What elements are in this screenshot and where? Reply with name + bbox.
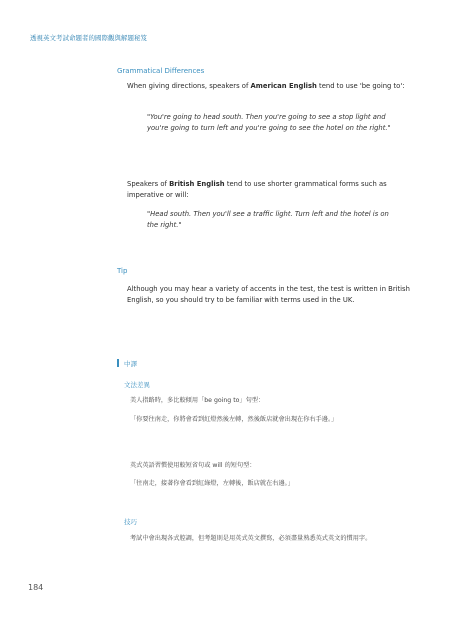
chinese-subheading: 文法差異 bbox=[124, 381, 150, 389]
british-english-term: British English bbox=[169, 180, 225, 188]
chinese-paragraph-2: 英式英語習慣使用較短省句或 will 的短句型： bbox=[130, 462, 256, 469]
paragraph-british bbox=[127, 179, 410, 201]
page-number: 184 bbox=[28, 583, 44, 592]
paragraph-american-suffix: tend to use 'be going to': bbox=[316, 82, 405, 90]
paragraph-american bbox=[127, 81, 417, 92]
tip-paragraph: Although you may hear a variety of accents in the test, the test is written in British English, so you should try to be familiar with terms used in the UK. bbox=[127, 285, 410, 304]
chinese-tip-heading: 技巧 bbox=[124, 518, 137, 526]
chinese-translation-heading: 中譯 bbox=[124, 360, 137, 368]
chinese-section-marker bbox=[117, 359, 119, 367]
tip-heading: Tip bbox=[117, 267, 128, 275]
chinese-quote-2: 「往南走，接著你會看到紅綠燈，左轉後，飯店就在右邊。」 bbox=[130, 480, 294, 487]
running-header: 透視英文考試命題者的國際觀與解題秘笈 bbox=[30, 34, 147, 42]
paragraph-british-suffix: tend to use shorter grammatical forms such as imperative or will: bbox=[127, 180, 387, 199]
chinese-quote-1: 「你要往南走，你將會看到紅燈然後左轉，然後飯店就會出現在你右手邊。」 bbox=[130, 416, 338, 423]
british-directions-quote: "Head south. Then you'll see a traffic light. Turn left and the hotel is on the right." bbox=[147, 210, 389, 229]
chinese-tip-paragraph: 考試中會出現各式腔調，但考題則是用英式英文撰寫，必須盡量熟悉英式英文的慣用字。 bbox=[130, 535, 372, 542]
chinese-paragraph-1: 美人指路時，多比較傾用「be going to」句型： bbox=[130, 397, 265, 404]
american-english-term: American English bbox=[250, 82, 317, 90]
section-heading-grammatical: Grammatical Differences bbox=[117, 67, 205, 75]
paragraph-british-prefix: Speakers of bbox=[127, 180, 170, 188]
paragraph-american-prefix: When giving directions, speakers of bbox=[127, 82, 251, 90]
american-directions-quote: "You're going to head south. Then you're going to see a stop light and you're going to turn left and you're going to see the hotel on the right." bbox=[147, 113, 391, 132]
